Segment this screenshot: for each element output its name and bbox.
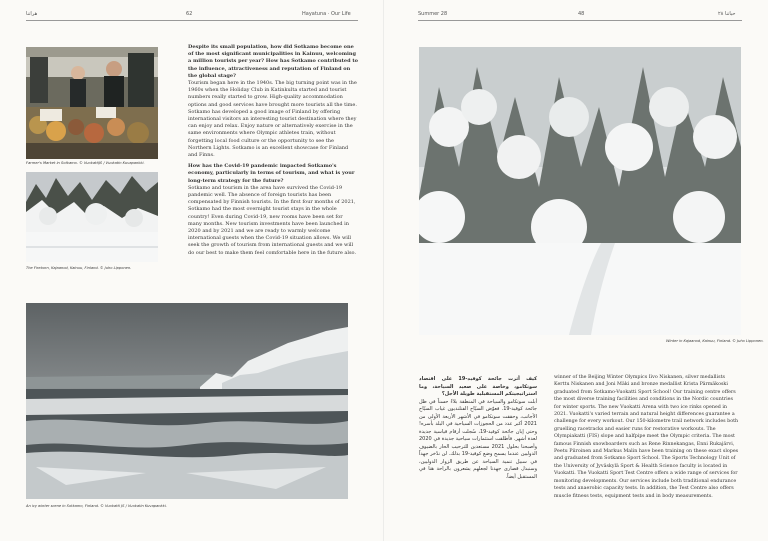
arabic-question: كيف أثرت جائحة كوفيد-19 على اقتصاد سوتكامو، وخاصة على صعيد السياحة، وما استراتيجيتكم المستقبلية طويلة الأجل؟ (419, 376, 537, 397)
snowy-forest-caption: Winter in Kajaanod, Kainuu, Finland. © Juho Lipponen. (666, 339, 764, 343)
arabic-answer: أبلت سوتكامو والسياحة في المنطقة بلاءً حسناً في ظل جائحة كوفيد-19. فعوّض السيّاح الفنلنديون غياب السيّاح الأجانب، وحققت سوتكامو في الأشهر الأربعة الأولى من 2021 أكبر عدد من الحجوزات السياحية في البلد بأسره! وحتى إبان جائحة كوفيد-19، سُجلت أرقام قياسية جديدة لعدة أشهر. فأطلقت استثمارات سياحية جديدة في 2020 وأصبحنا بحلول 2021 مستعدين للترحيب الحار بالضيوف الدوليين عندما يسمح وضع كوفيد-19 بذلك. لن ندّخر جهداً في سبيل تنمية السياحة عن طريق الزوار الدوليين، وسنبذل قصارى جهدنا لجعلهم يشعرون بالراحة هنا في المستقبل أيضاً. (419, 398, 538, 480)
left-header-arabic-title: هراتنا (26, 11, 38, 17)
right-header-arabic-title: حياتنا ٢٨ (718, 11, 736, 17)
snowy-landscape-photo (26, 172, 158, 262)
farmers-market-caption: Farmer's Market in Sotkamo. © Vuokatti​JS / Vuokatin Kuvapankki. (26, 161, 145, 165)
left-header-magazine: Hayatuna · Our Life (302, 11, 351, 17)
question-1: Despite its small population, how did Sotkamo become one of the most significant municipalities in Kainuu, welcoming a million tourists per year? How has Sotkamo contributed to the influence, attractiveness and reputation of Finland on the global stage? (188, 44, 358, 79)
winter-lake-photo (26, 303, 348, 499)
question-2: How has the Covid-19 pandemic impacted Sotkamo's economy, particularly in terms of tourism, and what is your long-term strategy for the future? (188, 163, 355, 184)
snowy-forest-photo (419, 47, 741, 335)
english-column (554, 374, 741, 500)
winter-lake-caption: An icy winter scene in Sotkamo, Finland. © Vuokatti JS / Vuokatin Kuvapankki. (26, 504, 167, 508)
snowy-landscape-caption: The Fireborn, Kajaanod, Kainuu, Finland. © Juho Lipponen. (26, 266, 132, 270)
article-column (188, 44, 358, 257)
right-header-page-number: 48 (578, 11, 585, 17)
arabic-column (419, 376, 537, 481)
right-page (384, 0, 768, 541)
right-header-issue: Summer 28 (418, 11, 448, 17)
answer-1: Tourism began here in the 1940s. The big turning point was in the 1960s when the Holiday Club in Katinkulta started and tourist numbers really started to grow. High-quality accommodation options and good services have brought more tourists all the time. Sotkamo has developed a good image of Finland by offering international visitors an interesting tourist destination where they can enjoy and relax. Enjoy nature or alternatively exercise in the same environments where Olympic athletes train, without forgetting local food culture or the opportunity to see the Northern Lights. Sotkamo is an excellent showcase for Finland and Finns. (188, 80, 357, 159)
left-header-rule (26, 20, 358, 21)
left-header-page-number: 62 (186, 11, 193, 17)
answer-2: Sotkamo and tourism in the area have survived the Covid-19 pandemic well. The absence of foreign tourists has been compensated by Finnish tourists. In the first four months of 2021, Sotkamo had the most overnight tourist stays in the whole country! Even during Covid-19, new rooms have been set for many months. New tourism investments have been launched in 2020 and by 2021 and we are ready to warmly welcome international guests when the Covid-19 situation allows. We will seek the growth of tourism from international guests and we will do our best to make them feel comfortable here in the future also. (188, 184, 357, 256)
right-header-rule (418, 20, 742, 21)
farmers-market-photo (26, 47, 158, 159)
english-paragraph: winner of the Beijing Winter Olympics Iivo Niskanen, silver medallists Kerttu Niskanen and Joni Mäki and bronze medallist Krista Pärmäkoski graduated from Sotkamo-Vuokatti Sport School! Our training centre offers the most diverse training facilities and conditions in the Nordic countries for winter sports. The new Vuokatti Arena with two ice rinks opened in 2021. Vuokatti's varied terrain and natural height differences guarantee a challenge for every workout. Our 150-kilometre trail network includes both gruelling racetracks and easier runs for restorative workouts. The Olympiakatti (FIS) slope and halfpipe meet the Olympic criteria. The most famous Finnish snowboarders such as Rene Rinnekangas, Enni Rukajärvi, Peetu Piiroinen and Markus Malin have been training on these exact slopes and graduated from Sotkamo Sport School. The Sports Technology Unit of the University of Jyväskylä Sport & Health Science faculty is located in Vuokatti. The Vuokatti Sport Test Centre offers a wide range of services for monitoring developments. Our services include both traditional endurance tests and anaerobic capacity tests. In addition, the Test Centre also offers muscle fitness tests, equipment tests and in body measurements. (554, 375, 739, 499)
